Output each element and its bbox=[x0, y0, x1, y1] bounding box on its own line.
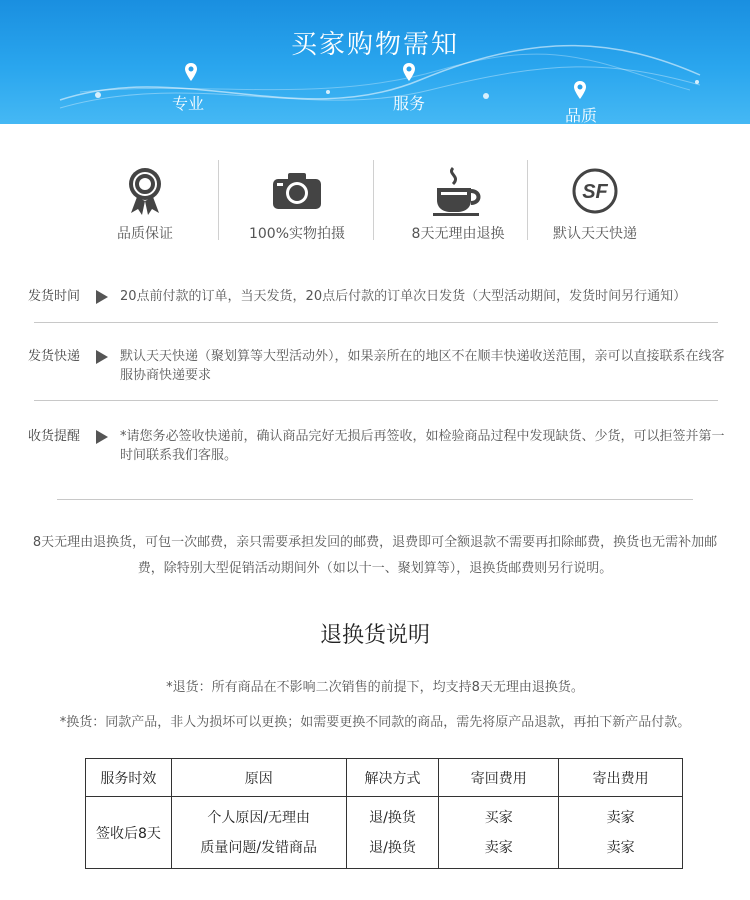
table-header: 原因 bbox=[171, 759, 346, 797]
send-fee-quality: 卖家 bbox=[606, 839, 635, 856]
info-value: *请您务必签收快递前，确认商品完好无损后再签收，如检验商品过程中发现缺货、少货，可以拒签并第一时间联系我们客服。 bbox=[120, 429, 725, 463]
info-value: 默认天天快递（聚划算等大型活动外），如果亲所在的地区不在顺丰快递收送范围，亲可以直接联系在线客服协商快递要求 bbox=[120, 349, 725, 383]
solution-quality: 退/换货 bbox=[369, 839, 416, 856]
solution-personal: 退/换货 bbox=[369, 809, 416, 826]
play-arrow-icon bbox=[96, 290, 108, 304]
coffee-cup-icon bbox=[431, 166, 485, 216]
feature-return bbox=[383, 165, 533, 243]
table-cell-return-fee bbox=[439, 797, 559, 869]
banner-label-professional: 专业 bbox=[172, 94, 205, 113]
table-header: 服务时效 bbox=[86, 759, 172, 797]
table-cell-period: 签收后8天 bbox=[86, 797, 172, 869]
feature-quality bbox=[70, 165, 220, 243]
feature-photo bbox=[222, 165, 372, 243]
send-fee-personal: 卖家 bbox=[606, 809, 635, 826]
location-pin-icon bbox=[184, 62, 198, 82]
return-fee-quality: 卖家 bbox=[484, 839, 513, 856]
return-fee-personal: 买家 bbox=[484, 809, 513, 826]
svg-text:SF: SF bbox=[582, 181, 608, 203]
section-title: 退换货说明 bbox=[319, 623, 430, 648]
divider bbox=[34, 322, 718, 323]
return-policy: *退货：所有商品在不影响二次销售的前提下，均支持8天无理由退换货。 bbox=[166, 680, 584, 695]
info-key: 发货快递 bbox=[28, 349, 81, 364]
table-cell-reason bbox=[171, 797, 346, 869]
table-header: 寄出费用 bbox=[559, 759, 683, 797]
table-cell-send-fee bbox=[559, 797, 683, 869]
feature-label: 100%实物拍摄 bbox=[248, 226, 346, 242]
play-arrow-icon bbox=[96, 430, 108, 444]
reason-quality: 质量问题/发错商品 bbox=[200, 839, 318, 856]
table-header: 寄回费用 bbox=[439, 759, 559, 797]
info-key: 收货提醒 bbox=[28, 429, 81, 444]
sf-express-icon bbox=[572, 168, 618, 214]
page-title: 买家购物需知 bbox=[290, 30, 459, 60]
divider bbox=[57, 499, 693, 500]
feature-label: 默认天天快递 bbox=[553, 226, 637, 242]
table-header: 解决方式 bbox=[346, 759, 439, 797]
info-key: 发货时间 bbox=[28, 289, 81, 304]
banner-label-quality: 品质 bbox=[565, 106, 598, 124]
camera-icon bbox=[272, 172, 322, 210]
location-pin-icon bbox=[402, 62, 416, 82]
info-value: 20点前付款的订单，当天发货，20点后付款的订单次日发货（大型活动期间，发货时间另行通知） bbox=[120, 289, 687, 304]
return-shipping-note: 8天无理由退换货，可包一次邮费，亲只需要承担发回的邮费，退费即可全额退款不需要再扣除邮费，换货也无需补加邮费，除特别大型促销活动期间外（如以十一、聚划算等），退换货邮费则另行说明。 bbox=[32, 535, 718, 576]
banner-label-service: 服务 bbox=[393, 94, 426, 113]
divider bbox=[373, 160, 374, 240]
table-row bbox=[86, 797, 683, 869]
service-table bbox=[85, 758, 683, 869]
table-cell-solution bbox=[346, 797, 439, 869]
table-header-row bbox=[86, 759, 683, 797]
banner bbox=[0, 0, 750, 124]
medal-icon bbox=[127, 167, 163, 215]
location-pin-icon bbox=[573, 80, 587, 100]
reason-personal: 个人原因/无理由 bbox=[207, 809, 311, 826]
divider bbox=[218, 160, 219, 240]
feature-label: 8天无理由退换 bbox=[411, 226, 505, 242]
play-arrow-icon bbox=[96, 350, 108, 364]
wave-decoration bbox=[0, 0, 750, 124]
feature-label: 品质保证 bbox=[117, 226, 173, 242]
feature-express bbox=[520, 165, 670, 243]
divider bbox=[34, 400, 718, 401]
exchange-policy: *换货：同款产品，非人为损坏可以更换；如需要更换不同款的商品，需先将原产品退款，再拍下新产品付款。 bbox=[59, 715, 691, 730]
